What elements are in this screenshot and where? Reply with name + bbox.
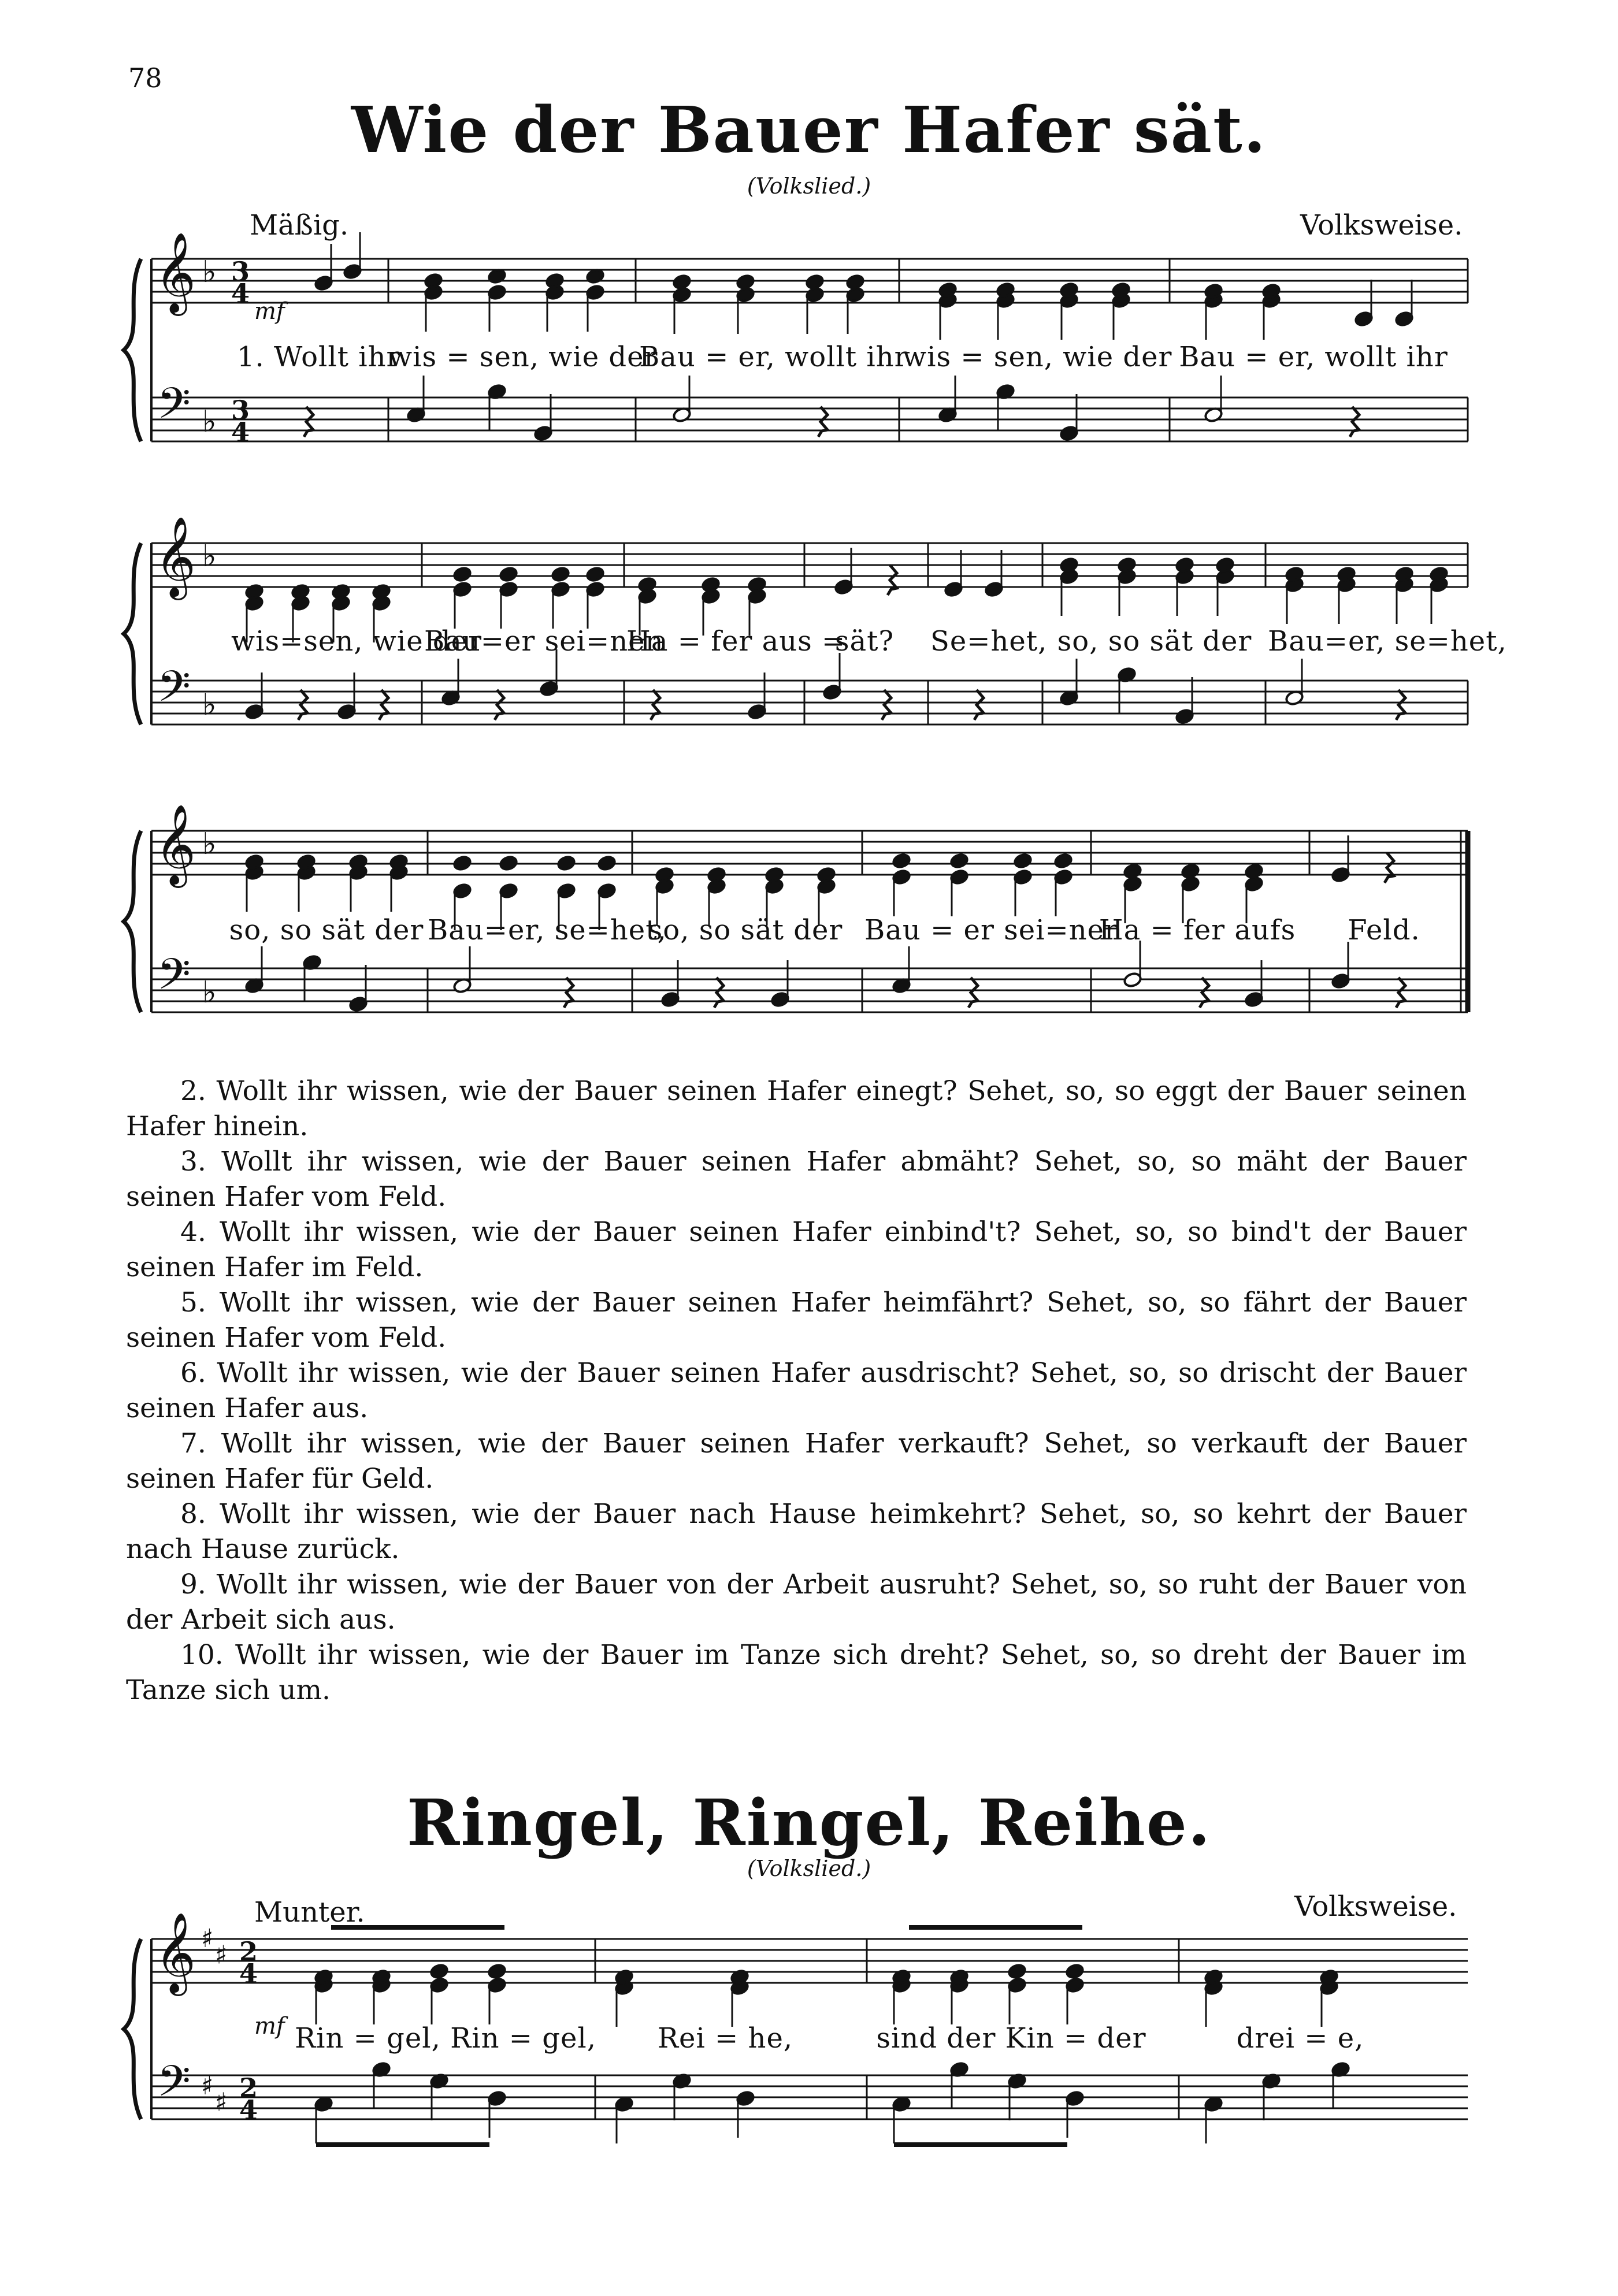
flat-sign: ♭ — [202, 404, 217, 439]
sharp-sign: ♯ — [215, 2087, 228, 2117]
time-signature-top: 3 — [231, 395, 250, 426]
treble-clef: 𝄞 — [155, 804, 196, 885]
verse-4: 4. Wollt ihr wissen, wie der Bauer seinen Hafer einbind't? Sehet, so, so bind't der Bauer seinen Hafer im Feld. — [126, 1216, 1467, 1283]
verse-3: 3. Wollt ihr wissen, wie der Bauer seinen Hafer abmäht? Sehet, so, so mäht der Bauer seinen Hafer vom Feld. — [126, 1146, 1467, 1213]
sharp-sign: ♯ — [201, 2071, 214, 2101]
flat-sign: ♭ — [202, 975, 217, 1010]
verse-7: 7. Wollt ihr wissen, wie der Bauer seinen Hafer verkauft? Sehet, so verkauft der Bauer seinen Hafer für Geld. — [126, 1428, 1467, 1495]
quarter-rest — [1350, 407, 1359, 437]
quarter-rest — [714, 978, 723, 1008]
additional-verses — [126, 1073, 1467, 1708]
song2-tempo: Munter. — [254, 1896, 365, 1929]
dynamic-marking: mf — [254, 298, 285, 325]
quarter-rest — [564, 978, 573, 1008]
time-signature-bottom: 4 — [231, 417, 250, 448]
quarter-rest — [495, 690, 504, 720]
bass-clef: 𝄢 — [157, 662, 191, 722]
system-brace — [124, 1939, 141, 2119]
song1-composer: Volksweise. — [1300, 209, 1463, 242]
lyric-syllable: Rei = he, — [657, 2022, 793, 2054]
verse-9: 9. Wollt ihr wissen, wie der Bauer von der Arbeit ausruht? Sehet, so, so ruht der Bauer von der Arbeit sich aus. — [126, 1569, 1467, 1636]
song2-composer: Volksweise. — [1294, 1890, 1457, 1923]
time-signature-top: 2 — [239, 1936, 258, 1967]
lyric-syllable: Bau = er sei=nen — [864, 914, 1123, 946]
lyric-syllable: wis = sen, wie der — [903, 341, 1172, 373]
song1-tempo: Mäßig. — [250, 209, 349, 242]
lyric-syllable: so, so sät der — [1057, 625, 1252, 657]
quarter-rest — [882, 690, 891, 720]
sharp-sign: ♯ — [201, 1924, 214, 1953]
time-signature-bottom: 4 — [239, 1958, 258, 1989]
quarter-rest — [1385, 853, 1394, 883]
quarter-rest — [888, 565, 897, 595]
bass-clef: 𝄢 — [157, 2056, 191, 2117]
system-brace — [124, 543, 141, 725]
verse-10: 10. Wollt ihr wissen, wie der Bauer im Tanze sich dreht? Sehet, so, so dreht der Bauer im Tanze sich um. — [126, 1639, 1467, 1706]
quarter-rest — [974, 690, 984, 720]
lyric-syllable: sind der Kin = der — [876, 2022, 1146, 2054]
lyric-syllable: Feld. — [1348, 914, 1420, 946]
treble-clef: 𝄞 — [155, 232, 196, 313]
time-signature-bottom: 4 — [231, 278, 250, 309]
verse-2: 2. Wollt ihr wissen, wie der Bauer seinen Hafer einegt? Sehet, so, so eggt der Bauer seinen Hafer hinein. — [126, 1075, 1467, 1142]
sharp-sign: ♯ — [215, 1940, 228, 1970]
lyric-syllable: Ha = fer aus = — [626, 625, 846, 657]
lyric-syllable: so, so sät der — [648, 914, 843, 946]
lyric-syllable: Rin = gel, Rin = gel, — [295, 2022, 597, 2054]
page-number: 78 — [128, 62, 162, 94]
quarter-rest — [379, 690, 388, 720]
lyric-syllable: drei = e, — [1236, 2022, 1364, 2054]
lyric-syllable: Bau = er, wollt ihr — [639, 341, 908, 373]
lyric-syllable: Bau=er sei=nen — [424, 625, 664, 657]
verse-5: 5. Wollt ihr wissen, wie der Bauer seinen Hafer heimfährt? Sehet, so, so fährt der Bauer seinen Hafer vom Feld. — [126, 1287, 1467, 1354]
flat-sign: ♭ — [202, 688, 217, 722]
lyric-syllable: Bau=er, se=het, — [1268, 625, 1507, 657]
quarter-rest — [1396, 690, 1405, 720]
time-signature-top: 2 — [239, 2072, 258, 2104]
system-brace — [124, 259, 141, 441]
bass-clef: 𝄢 — [157, 949, 191, 1010]
song2-title: Ringel, Ringel, Reihe. — [406, 1785, 1212, 1860]
quarter-rest — [304, 407, 313, 437]
flat-sign: ♭ — [202, 539, 217, 574]
verse-6: 6. Wollt ihr wissen, wie der Bauer seinen Hafer ausdrischt? Sehet, so, so drischt der Bauer seinen Hafer aus. — [126, 1357, 1467, 1424]
time-signature-top: 3 — [231, 256, 250, 287]
lyric-syllable: Bau=er, se=het, — [428, 914, 667, 946]
treble-clef: 𝄞 — [155, 517, 196, 597]
quarter-rest — [298, 690, 307, 720]
song1-subtitle: (Volkslied.) — [747, 173, 871, 199]
song2-subtitle: (Volkslied.) — [747, 1856, 871, 1881]
quarter-rest — [651, 690, 660, 720]
lyric-syllable: wis=sen, wie der — [231, 625, 482, 657]
lyric-syllable: sät? — [834, 625, 895, 657]
lyric-syllable: 1. Wollt ihr — [237, 341, 400, 373]
lyric-syllable: Ha = fer aufs — [1099, 914, 1296, 946]
lyric-syllable: wis = sen, wie der — [388, 341, 658, 373]
quarter-rest — [1200, 978, 1209, 1008]
time-signature-bottom: 4 — [239, 2094, 258, 2126]
lyric-syllable: so, so sät der — [229, 914, 424, 946]
quarter-rest — [968, 978, 978, 1008]
treble-clef: 𝄞 — [155, 1912, 196, 1993]
lyric-syllable: Se=het, — [930, 625, 1048, 657]
quarter-rest — [818, 407, 827, 437]
dynamic-marking: mf — [254, 2013, 285, 2039]
lyric-syllable: Bau = er, wollt ihr — [1179, 341, 1448, 373]
system-brace — [124, 831, 141, 1012]
quarter-rest — [1396, 978, 1405, 1008]
flat-sign: ♭ — [202, 827, 217, 861]
song1-title: Wie der Bauer Hafer sät. — [351, 92, 1267, 167]
bass-clef: 𝄢 — [157, 378, 191, 439]
flat-sign: ♭ — [202, 255, 217, 289]
verse-8: 8. Wollt ihr wissen, wie der Bauer nach Hause heimkehrt? Sehet, so, so kehrt der Bauer nach Hause zurück. — [126, 1498, 1467, 1565]
